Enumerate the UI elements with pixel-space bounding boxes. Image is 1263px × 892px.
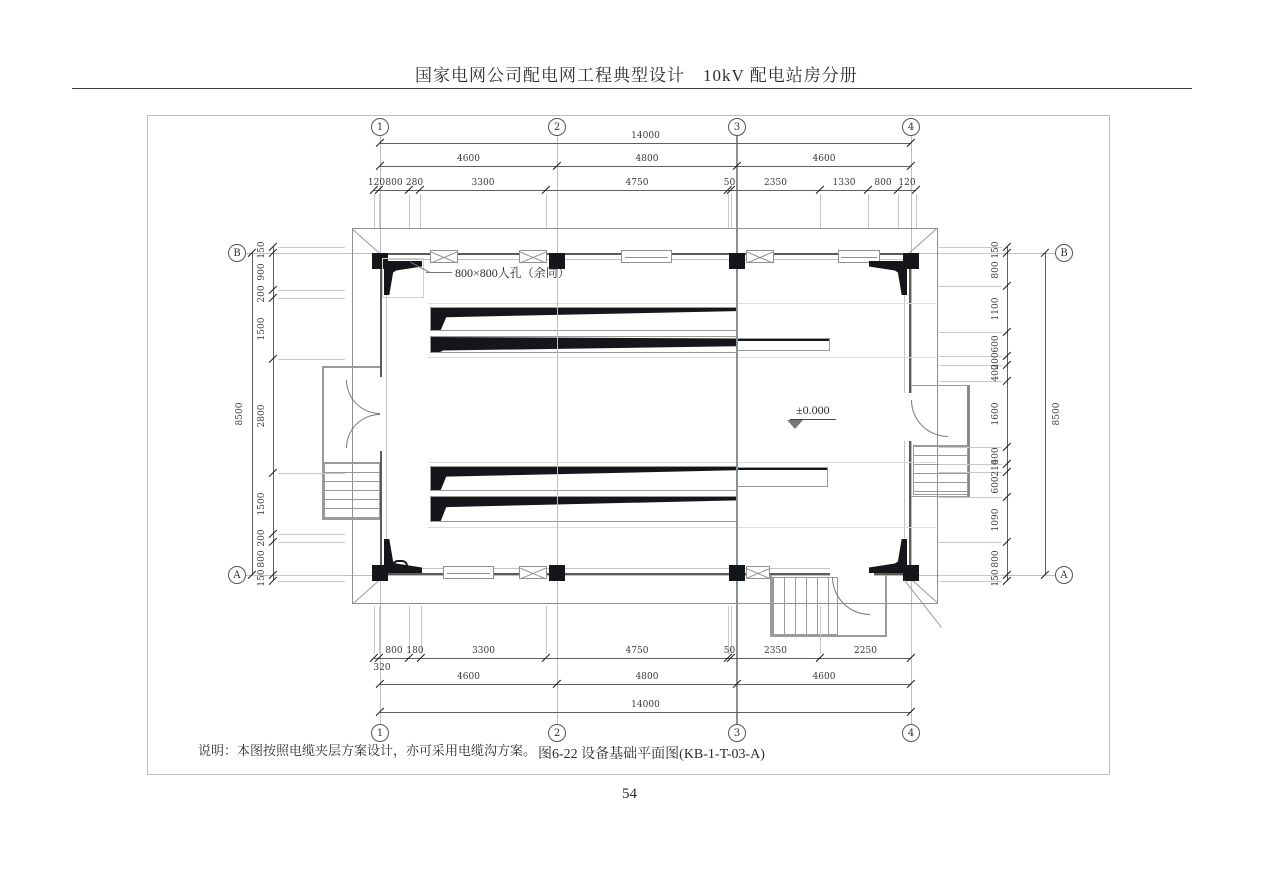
grid-axis-bubble: 1 (371, 724, 389, 742)
dim-extension (728, 194, 729, 228)
dim-label: 200 (991, 351, 1001, 370)
dim-extension (939, 286, 1002, 287)
dim-label: 4750 (625, 178, 649, 188)
dim-extension (278, 575, 345, 576)
dim-label: 4600 (812, 672, 836, 682)
dim-label: 4600 (812, 154, 836, 164)
dim-extension (278, 290, 345, 291)
dim-extension (731, 194, 732, 228)
grid-axis-bubble: A (1055, 566, 1073, 584)
dim-label: 400 (991, 446, 1001, 465)
dim-label: 3300 (472, 646, 495, 656)
dim-extension (939, 497, 1002, 498)
dim-label: 4600 (457, 672, 480, 682)
grid-axis-bubble: A (228, 566, 246, 584)
dim-label: 4800 (635, 672, 659, 682)
dim-label: 4800 (635, 154, 659, 164)
grid-line-2-overlay (557, 300, 558, 530)
left-stairs (324, 462, 380, 518)
column (729, 253, 745, 269)
dim-label: 600 (991, 335, 1001, 353)
column (729, 565, 745, 581)
figure-caption: 图6-22 设备基础平面图(KB-1-T-03-A) (538, 747, 765, 762)
dim-extension (379, 194, 380, 228)
grid-axis-bubble: 4 (902, 118, 920, 136)
dim-extension (278, 253, 345, 254)
grid-axis-bubble: 3 (728, 118, 746, 136)
dim-extension (278, 581, 345, 582)
dim-extension (911, 606, 912, 654)
dim-extension (278, 298, 345, 299)
grid-line-3-overlay (736, 300, 738, 530)
grid-axis-bubble: B (228, 244, 246, 262)
dim-label: 150 (257, 241, 267, 259)
dim-label: 200 (257, 529, 267, 547)
dim-label: 2800 (257, 404, 267, 428)
dim-label: 1090 (991, 508, 1001, 531)
column (549, 565, 565, 581)
dim-label: 210 (991, 459, 1001, 477)
level-triangle-icon (787, 420, 803, 429)
dim-label: 1100 (991, 297, 1001, 321)
equipment-foundation-strip (430, 336, 737, 353)
strip-guide (428, 303, 936, 304)
figure-note: 说明：本图按照电缆夹层方案设计，亦可采用电缆沟方案。 (198, 743, 537, 758)
vent-symbol (621, 250, 672, 263)
vent-symbol (443, 566, 494, 579)
grid-axis-bubble: B (1055, 244, 1073, 262)
dim-line (1007, 247, 1008, 581)
grid-axis-bubble: 2 (548, 724, 566, 742)
manhole-label: 800×800人孔（余同） (455, 266, 570, 280)
dim-label: 14000 (631, 700, 660, 710)
dim-extension (278, 534, 345, 535)
dim-extension (278, 359, 345, 360)
dim-extension (374, 194, 375, 228)
dim-label: 2350 (764, 178, 787, 188)
dim-extension (374, 606, 375, 654)
dim-label: 8500 (1052, 402, 1062, 426)
dim-label: 8500 (235, 402, 245, 426)
dim-extension (820, 194, 821, 228)
dim-extension (420, 194, 421, 228)
strip-extension (737, 338, 830, 351)
right-stairs (913, 445, 968, 495)
grid-axis-bubble: 2 (548, 118, 566, 136)
dim-label: 800 (874, 178, 892, 188)
level-label: ±0.000 (790, 403, 836, 420)
strip-guide (428, 527, 936, 528)
dim-label: 4600 (457, 154, 480, 164)
dim-label: 280 (405, 178, 424, 188)
strip-guide (428, 462, 936, 463)
dim-extension (939, 332, 1002, 333)
dim-line (380, 712, 911, 713)
window-symbol (519, 566, 547, 579)
dim-extension (278, 247, 345, 248)
dim-label: 800 (991, 260, 1001, 279)
dim-label: 320 (373, 663, 391, 673)
dim-line (380, 684, 911, 685)
dim-label: 3300 (471, 178, 495, 188)
dim-line (374, 190, 916, 191)
window-symbol (519, 250, 547, 263)
dim-label: 50 (723, 646, 736, 656)
dim-extension (820, 606, 821, 654)
dim-label: 900 (257, 262, 267, 281)
grid-axis-bubble: 4 (902, 724, 920, 742)
dim-label: 2250 (854, 646, 877, 656)
dim-extension (939, 542, 1002, 543)
manhole-detail-box (382, 258, 424, 298)
dim-extension (546, 194, 547, 228)
dim-label: 800 (991, 549, 1001, 568)
dim-extension (916, 194, 917, 228)
dim-extension (868, 194, 869, 228)
strip-extension (737, 467, 828, 487)
dim-label: 400 (991, 364, 1001, 382)
dim-extension (379, 606, 380, 654)
dim-label: 14000 (631, 131, 660, 141)
dim-line (252, 253, 253, 575)
dim-label: 4750 (625, 646, 649, 656)
dim-label: 800 (385, 178, 403, 188)
dim-label: 200 (257, 285, 267, 303)
dim-label: 600 (991, 475, 1001, 494)
dim-label: 1330 (832, 178, 856, 188)
dim-label: 2350 (764, 646, 787, 656)
dim-label: 1500 (257, 492, 267, 515)
dim-label: 1500 (257, 317, 267, 340)
equipment-foundation-strip (430, 496, 737, 522)
dim-label: 120 (367, 178, 386, 188)
page-header-title: 国家电网公司配电网工程典型设计 10kV 配电站房分册 (415, 66, 858, 85)
dim-label: 800 (385, 646, 403, 656)
dim-label: 800 (257, 549, 267, 568)
page-number: 54 (622, 786, 637, 802)
bottom-stairs (772, 577, 838, 635)
dim-extension (546, 606, 547, 654)
dim-label: 120 (898, 178, 916, 188)
dim-extension (278, 473, 345, 474)
dim-extension (409, 194, 410, 228)
dim-line (1045, 253, 1046, 575)
equipment-foundation-strip (430, 307, 737, 331)
dim-label: 50 (723, 178, 736, 188)
dim-label: 180 (406, 646, 424, 656)
dim-line (380, 166, 911, 167)
equipment-foundation-strip (430, 466, 737, 491)
grid-axis-bubble: 3 (728, 724, 746, 742)
dim-label: 150 (991, 569, 1001, 587)
dim-label: 1600 (991, 402, 1001, 426)
dim-line (374, 658, 911, 659)
dim-label: 150 (991, 241, 1001, 259)
strip-guide (428, 357, 936, 358)
dim-line (380, 143, 911, 144)
dim-extension (278, 542, 345, 543)
window-symbol (746, 250, 774, 263)
dim-extension (898, 194, 899, 228)
grid-axis-bubble: 1 (371, 118, 389, 136)
window-symbol (746, 566, 770, 579)
dim-label: 150 (257, 569, 267, 587)
window-symbol (430, 250, 458, 263)
